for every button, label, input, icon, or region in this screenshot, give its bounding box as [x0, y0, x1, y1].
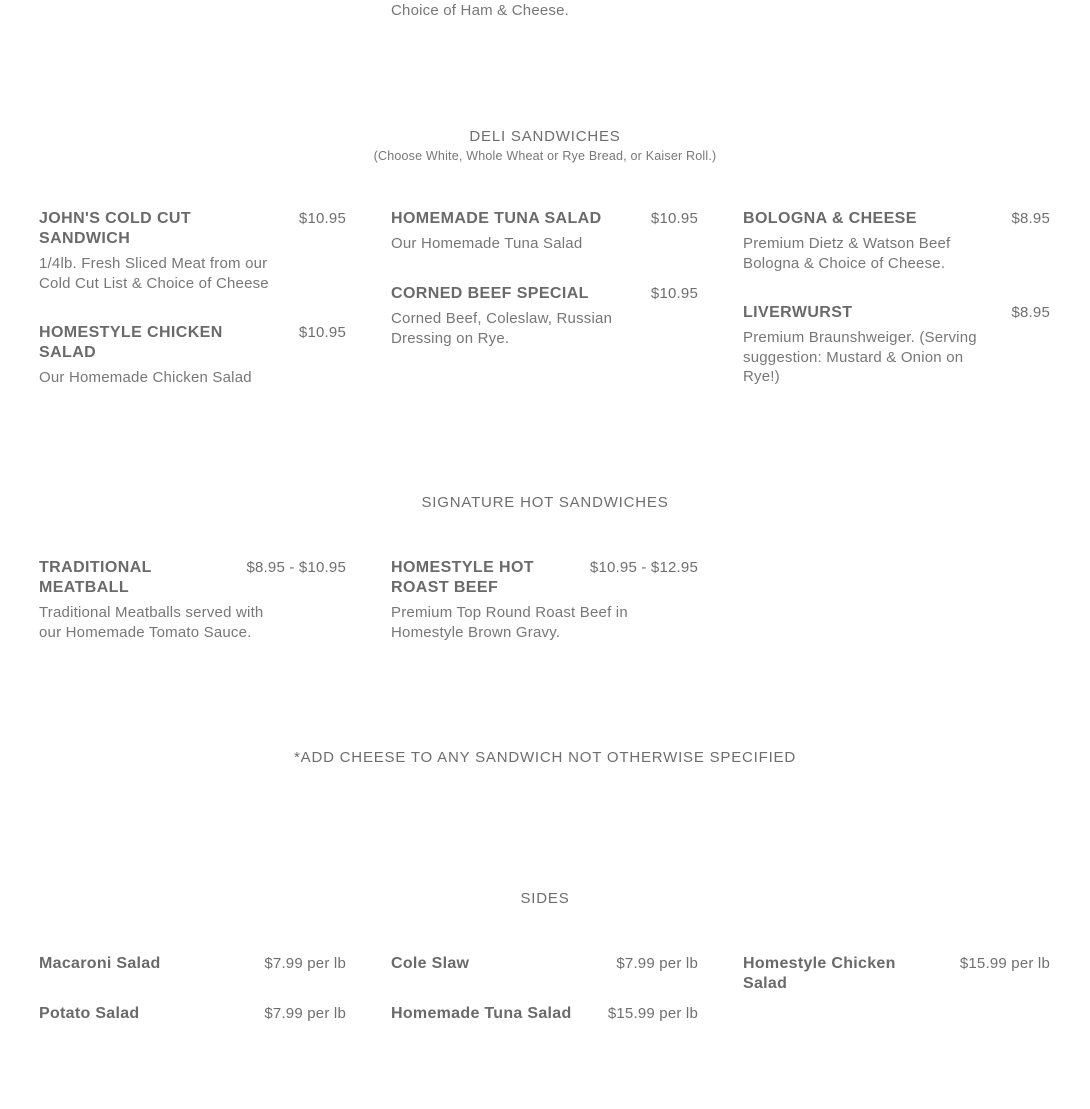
deli-section-subtitle: (Choose White, Whole Wheat or Rye Bread, or Kaiser Roll.): [373, 149, 717, 163]
side-item: [391, 1004, 698, 1024]
item-name: BOLOGNA & CHEESE: [743, 210, 917, 227]
item-price: $10.95 - $12.95: [589, 559, 698, 576]
item-price: $7.99 per lb: [264, 1005, 346, 1022]
item-name: JOHN'S COLD CUT SANDWICH: [39, 210, 192, 247]
item-price: $8.95: [1011, 210, 1050, 227]
item-name: HOMEMADE TUNA SALAD: [391, 210, 602, 227]
item-price: $10.95: [298, 324, 346, 341]
item-name: TRADITIONAL MEATBALL: [39, 559, 152, 596]
add-cheese-note: *ADD CHEESE TO ANY SANDWICH NOT OTHERWISE SPECIFIED: [294, 749, 796, 766]
side-item: [743, 954, 1050, 994]
hot-section-title: SIGNATURE HOT SANDWICHES: [421, 494, 669, 511]
sides-section-title: SIDES: [520, 890, 570, 907]
item-price: $15.99 per lb: [607, 1005, 698, 1022]
menu-item: [391, 558, 698, 642]
menu-item: [39, 558, 346, 642]
menu-item: [391, 209, 698, 254]
menu-item: [391, 284, 698, 348]
side-item: [391, 954, 698, 974]
item-price: $10.95: [298, 210, 346, 227]
item-description: Our Homemade Tuna Salad: [391, 235, 583, 252]
item-description: 1/4lb. Fresh Sliced Meat from our Cold Cut List & Choice of Cheese: [39, 255, 269, 292]
item-price: $7.99 per lb: [616, 955, 698, 972]
item-description: Our Homemade Chicken Salad: [39, 369, 252, 386]
item-name: Potato Salad: [39, 1005, 140, 1022]
menu-item: [39, 323, 346, 388]
item-name: LIVERWURST: [743, 304, 853, 321]
item-name: Cole Slaw: [391, 955, 470, 972]
item-name: CORNED BEEF SPECIAL: [391, 285, 589, 302]
item-description: Premium Braunshweiger. (Serving suggestion: Mustard & Onion on Rye!): [743, 329, 977, 385]
side-item: [39, 1004, 346, 1024]
item-price: $10.95: [650, 210, 698, 227]
item-description: Corned Beef, Coleslaw, Russian Dressing on Rye.: [391, 310, 613, 347]
item-price: $8.95 - $10.95: [246, 559, 346, 576]
item-name: Macaroni Salad: [39, 955, 161, 972]
item-price: $10.95: [650, 285, 698, 302]
item-description: Premium Top Round Roast Beef in Homestyle Brown Gravy.: [391, 604, 628, 641]
item-name: Homestyle Chicken Salad: [743, 955, 896, 992]
menu-item: [39, 209, 346, 293]
item-price: $7.99 per lb: [264, 955, 346, 972]
item-price: $15.99 per lb: [959, 955, 1050, 972]
deli-section-title: DELI SANDWICHES: [469, 128, 621, 145]
item-name: HOMESTYLE CHICKEN SALAD: [39, 324, 223, 361]
item-name: HOMESTYLE HOT ROAST BEEF: [391, 559, 534, 596]
menu-item: [743, 209, 1050, 273]
item-description: Traditional Meatballs served with our Homemade Tomato Sauce.: [39, 604, 264, 641]
item-price: $8.95: [1011, 304, 1050, 321]
item-name: Homemade Tuna Salad: [391, 1005, 572, 1022]
menu-item: [743, 303, 1050, 387]
previous-item-description: Choice of Ham & Cheese.: [391, 2, 570, 19]
side-item: [39, 954, 346, 974]
item-description: Premium Dietz & Watson Beef Bologna & Choice of Cheese.: [743, 235, 951, 272]
